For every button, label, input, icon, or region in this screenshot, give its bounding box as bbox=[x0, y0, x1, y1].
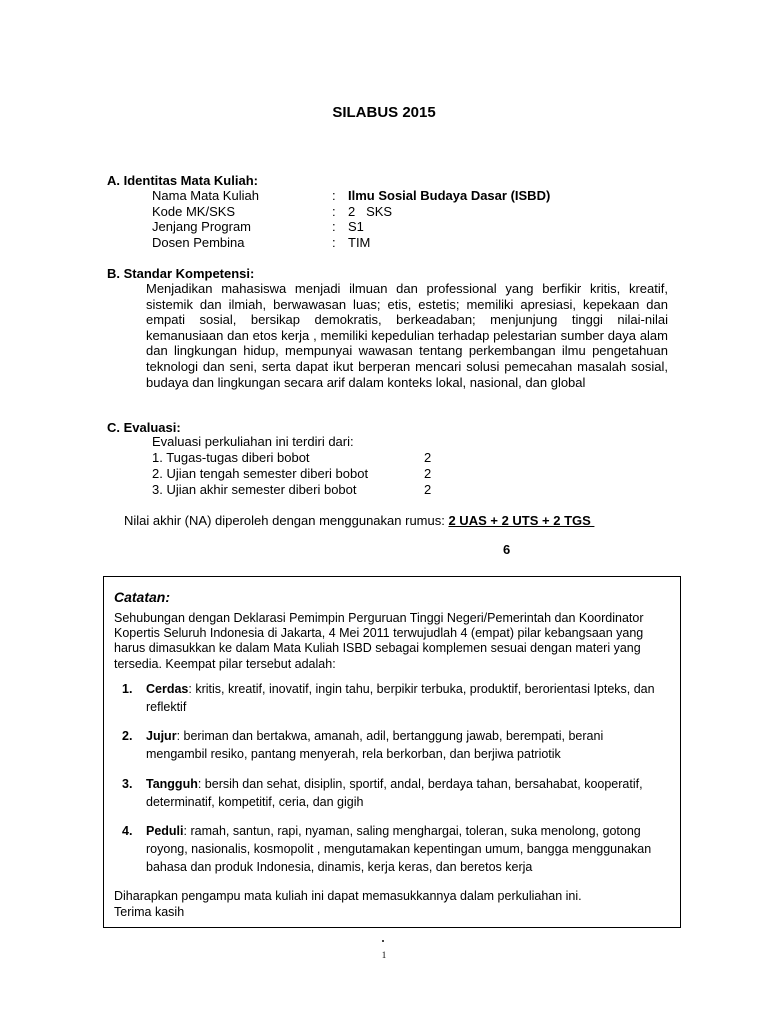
pillar-term: Peduli bbox=[146, 824, 184, 838]
formula-line bbox=[124, 513, 594, 528]
lecturer-value: TIM bbox=[348, 235, 371, 250]
program-value: S1 bbox=[348, 219, 364, 234]
notes-thanks: Terima kasih bbox=[114, 905, 185, 919]
pillar-number: 3. bbox=[122, 777, 133, 791]
page-title: SILABUS 2015 bbox=[332, 104, 436, 121]
footer-mark bbox=[382, 940, 384, 942]
pillar-term: Tangguh bbox=[146, 777, 198, 791]
evaluation-item: 3. Ujian akhir semester diberi bobot bbox=[152, 482, 357, 497]
identity-label: Kode MK/SKS bbox=[152, 204, 236, 219]
pillar-desc: : beriman dan bertakwa, amanah, adil, bertanggung jawab, berempati, berani mengambil resiko, pantang menyerah, rela berkorban, dan berjiwa patriotik bbox=[146, 729, 604, 761]
identity-label: Dosen Pembina bbox=[152, 235, 245, 250]
pillar-item bbox=[122, 727, 657, 763]
pillar-desc: : ramah, santun, rapi, nyaman, saling menghargai, toleran, suka menolong, gotong royong, nasionalis, kosmopolit , mengutamakan kepentingan umum, bangga menggunakan bahasa dan produk Indonesia, dinamis, kerja keras, dan beretos kerja bbox=[146, 824, 652, 874]
page-number: 1 bbox=[381, 950, 387, 960]
pillar-term: Jujur bbox=[146, 729, 177, 743]
identity-colon: : bbox=[332, 219, 336, 234]
evaluation-weight: 2 bbox=[424, 450, 432, 465]
competency-text: Menjadikan mahasiswa menjadi ilmuan dan professional yang berfikir kritis, kreatif, sistemik dan ilmiah, berwawasan luas; etis, estetis; memiliki apresiasi, kepekaan dan empati sosial, bersikap demokratis, berkeadaban; menjunjung tinggi nilai-nilai kemanusiaan dan etos kerja , memiliki kepedulian terhadap pelestarian sumber daya alam dan lingkungan hidup, mempunyai wawasan tentang perkembangan ilmu pengetahuan teknologi dan seni, serta dapat ikut berperan mencari solusi pemecahan masalah sosial, budaya dan lingkungan secara arif dalam konteks lokal, nasional, dan global bbox=[146, 281, 668, 390]
evaluation-item: 2. Ujian tengah semester diberi bobot bbox=[152, 466, 369, 481]
identity-colon: : bbox=[332, 204, 336, 219]
pillar-desc: : kritis, kreatif, inovatif, ingin tahu, berpikir terbuka, produktif, berorientasi Ipteks, dan reflektif bbox=[146, 682, 655, 714]
section-c-heading: C. Evaluasi: bbox=[107, 420, 181, 435]
notes-heading: Catatan: bbox=[114, 589, 171, 605]
formula-numerator: 2 UAS + 2 UTS + 2 TGS bbox=[448, 513, 595, 528]
course-code-value: 2 SKS bbox=[348, 204, 393, 219]
evaluation-weight: 2 bbox=[424, 466, 432, 481]
notes-closing: Diharapkan pengampu mata kuliah ini dapat memasukkannya dalam perkuliahan ini. bbox=[114, 889, 582, 903]
section-a-heading: A. Identitas Mata Kuliah: bbox=[107, 173, 258, 188]
identity-colon: : bbox=[332, 235, 336, 250]
evaluation-weight: 2 bbox=[424, 482, 432, 497]
section-b-heading: B. Standar Kompetensi: bbox=[107, 266, 255, 281]
pillar-term: Cerdas bbox=[146, 682, 189, 696]
evaluation-item: 1. Tugas-tugas diberi bobot bbox=[152, 450, 310, 465]
formula-denominator: 6 bbox=[503, 542, 511, 557]
identity-label: Nama Mata Kuliah bbox=[152, 188, 259, 203]
pillar-number: 1. bbox=[122, 682, 133, 696]
course-name-value: Ilmu Sosial Budaya Dasar (ISBD) bbox=[348, 188, 551, 203]
notes-intro: Sehubungan dengan Deklarasi Pemimpin Perguruan Tinggi Negeri/Pemerintah dan Koordinator Kopertis Seluruh Indonesia di Jakarta, 4 Mei 2011 terwujudlah 4 (empat) pilar kebangsaan yang harus dimasukkan ke dalam Mata Kuliah ISBD sebagai komplemen sesuai dengan materi yang tersedia. Keempat pilar tersebut adalah: bbox=[114, 611, 644, 671]
pillar-desc: : bersih dan sehat, disiplin, sportif, andal, berdaya tahan, bersahabat, kooperatif, determinatif, kompetitif, ceria, dan gigih bbox=[146, 777, 643, 809]
identity-label: Jenjang Program bbox=[152, 219, 251, 234]
pillar-number: 2. bbox=[122, 729, 133, 743]
evaluation-intro: Evaluasi perkuliahan ini terdiri dari: bbox=[152, 434, 354, 449]
pillar-item bbox=[122, 822, 657, 876]
formula-text: Nilai akhir (NA) diperoleh dengan menggunakan rumus: bbox=[124, 513, 449, 528]
pillar-item bbox=[122, 775, 657, 811]
identity-colon: : bbox=[332, 188, 336, 203]
pillar-item bbox=[122, 680, 657, 716]
pillar-number: 4. bbox=[122, 824, 133, 838]
